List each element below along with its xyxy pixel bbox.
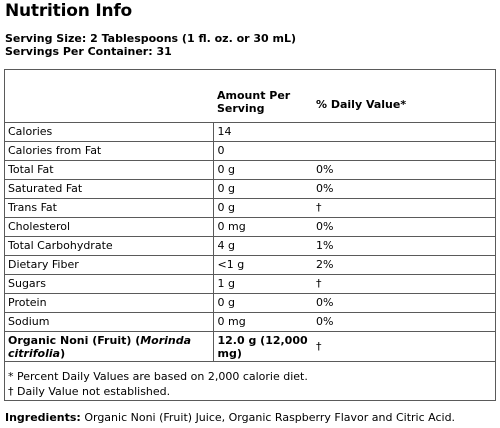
nutrient-daily-value: 0%: [313, 312, 495, 331]
nutrient-amount: 14: [213, 122, 313, 141]
nutrient-name: Saturated Fat: [5, 179, 213, 198]
nutrient-amount: <1 g: [213, 255, 313, 274]
nutrient-name: Calories: [5, 122, 213, 141]
table-row: [5, 122, 495, 141]
nutrient-amount: 0 mg: [213, 312, 313, 331]
nutrient-name: Sodium: [5, 312, 213, 331]
table-row-organic-noni: [5, 331, 495, 361]
nutrient-daily-value: 0%: [313, 293, 495, 312]
table-row: [5, 198, 495, 217]
serving-size-line: [5, 32, 296, 46]
noni-amount-line2: mg): [217, 346, 242, 360]
servings-per-container-line: [5, 45, 172, 59]
ingredients-text: Organic Noni (Fruit) Juice, Organic Raspberry Flavor and Citric Acid.: [84, 411, 456, 424]
servings-per-container-label: Servings Per Container:: [5, 45, 153, 58]
noni-amount-line1: 12.0 g (12,000: [217, 333, 308, 347]
noni-name-italic: Morinda citrifolia: [8, 333, 192, 360]
noni-name-prefix: Organic Noni (Fruit) (: [8, 333, 141, 347]
footnote-percent: * Percent Daily Values are based on 2,000 calorie diet.: [8, 370, 308, 383]
page-title: Nutrition Info: [5, 1, 133, 21]
table-row: [5, 312, 495, 331]
table-row: [5, 179, 495, 198]
nutrient-amount: 0 g: [213, 160, 313, 179]
table-body: [5, 122, 495, 361]
nutrient-amount: 1 g: [213, 274, 313, 293]
servings-per-container-value: 31: [156, 45, 172, 58]
header-nutrient-column: [5, 83, 213, 122]
header-amount-line2: Serving: [217, 101, 265, 115]
serving-size-label: Serving Size:: [5, 32, 87, 45]
nutrient-daily-value: †: [313, 274, 495, 293]
header-daily-value-column: % Daily Value*: [316, 97, 407, 111]
nutrient-amount: [213, 331, 313, 361]
nutrient-name: [5, 331, 213, 361]
nutrient-daily-value: 1%: [313, 236, 495, 255]
nutrient-daily-value: †: [313, 198, 495, 217]
nutrient-daily-value: 0%: [313, 160, 495, 179]
nutrient-daily-value: [313, 122, 495, 141]
table-row: [5, 255, 495, 274]
nutrient-daily-value: 0%: [313, 217, 495, 236]
nutrient-name: Cholesterol: [5, 217, 213, 236]
noni-name-suffix: ): [60, 346, 66, 360]
nutrient-amount: 0 g: [213, 179, 313, 198]
nutrient-name: Total Carbohydrate: [5, 236, 213, 255]
nutrient-daily-value: †: [313, 331, 495, 361]
nutrient-amount: 0 mg: [213, 217, 313, 236]
nutrient-amount: 0 g: [213, 293, 313, 312]
table-row: [5, 217, 495, 236]
table-row: [5, 141, 495, 160]
header-amount-line1: Amount Per: [217, 88, 291, 102]
nutrient-name: Dietary Fiber: [5, 255, 213, 274]
table-row: [5, 160, 495, 179]
ingredients-line: [5, 411, 455, 425]
nutrient-daily-value: 0%: [313, 179, 495, 198]
header-amount-column: [213, 83, 313, 122]
serving-size-value: 2 Tablespoons (1 fl. oz. or 30 mL): [90, 32, 297, 45]
nutrient-name: Calories from Fat: [5, 141, 213, 160]
table-row: [5, 274, 495, 293]
table-row: [5, 293, 495, 312]
nutrient-name: Sugars: [5, 274, 213, 293]
nutrient-name: Trans Fat: [5, 198, 213, 217]
nutrient-amount: 0 g: [213, 198, 313, 217]
table-row: [5, 236, 495, 255]
nutrient-name: Total Fat: [5, 160, 213, 179]
ingredients-label: Ingredients:: [5, 411, 81, 424]
nutrition-table: [5, 83, 495, 362]
nutrient-name: Protein: [5, 293, 213, 312]
nutrition-facts-panel: [4, 69, 496, 401]
nutrient-daily-value: 2%: [313, 255, 495, 274]
nutrient-daily-value: [313, 141, 495, 160]
table-header-row: [5, 83, 495, 122]
footnote-dagger: † Daily Value not established.: [8, 385, 171, 398]
nutrient-amount: 0: [213, 141, 313, 160]
nutrient-amount: 4 g: [213, 236, 313, 255]
